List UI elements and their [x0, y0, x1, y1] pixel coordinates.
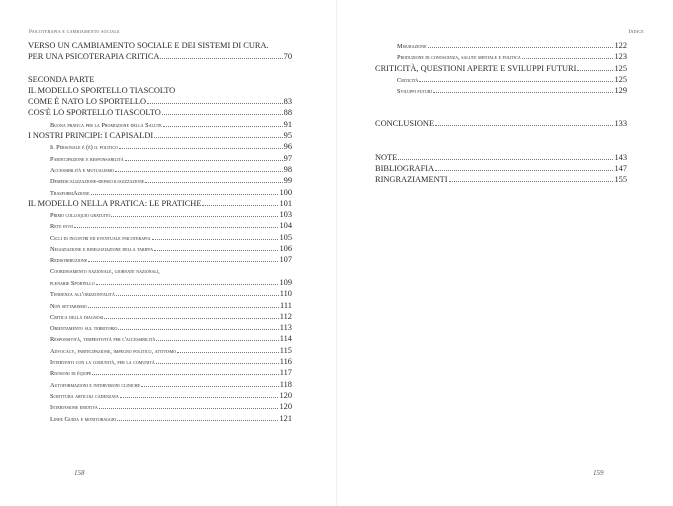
- toc-entry-label: Misurazione: [397, 43, 427, 50]
- toc-entry-label: Critica della diagnosi: [50, 313, 104, 321]
- dot-leader: [433, 92, 614, 93]
- toc-list-r1: [375, 40, 627, 96]
- toc-entry: [28, 300, 292, 311]
- toc-entry-label: Scrittura articoli cadenzata: [50, 392, 119, 400]
- toc-entry: [28, 254, 292, 265]
- dot-leader: [522, 58, 614, 59]
- toc-entry-label: BIBLIOGRAFIA: [375, 164, 435, 174]
- toc-list-r2: [375, 118, 627, 129]
- toc-entry: [375, 51, 627, 62]
- toc-entry: [28, 187, 292, 198]
- toc-entry: [28, 209, 292, 220]
- dot-leader: [119, 148, 283, 149]
- toc-entry-page: 120: [279, 402, 292, 412]
- dot-leader: [116, 295, 279, 296]
- toc-entry: [28, 107, 292, 118]
- toc-entry: [28, 401, 292, 412]
- toc-entry: [28, 96, 292, 107]
- toc-entry-label: Interventi con la comunità, per la comunità: [50, 359, 155, 367]
- toc-entry-page: 96: [283, 142, 292, 152]
- dot-leader: [162, 114, 283, 115]
- toc-entry-label: CRITICITÀ, QUESTIONI APERTE E SVILUPPI FUTURI: [375, 63, 577, 73]
- toc-entry-page: 117: [279, 368, 292, 378]
- table-of-contents-right: [375, 40, 627, 186]
- toc-entry-page: 116: [279, 357, 292, 367]
- dot-leader: [88, 307, 279, 308]
- left-page: [0, 0, 336, 506]
- toc-entry-page: 109: [279, 277, 292, 287]
- toc-entry-page: 123: [614, 52, 627, 62]
- toc-entry-label: Il Personale è (è) il politico: [50, 144, 118, 152]
- dot-leader: [111, 216, 278, 217]
- right-page: [337, 0, 673, 506]
- dot-leader: [88, 261, 278, 262]
- toc-entry: [375, 74, 627, 85]
- dot-leader: [152, 239, 279, 240]
- toc-entry: [28, 141, 292, 152]
- toc-entry: [28, 390, 292, 401]
- toc-entry-page: 100: [279, 187, 292, 197]
- page-number: 158: [74, 469, 85, 477]
- toc-entry-label: COME È NATO LO SPORTELLO: [28, 97, 146, 107]
- toc-entry-page: 107: [279, 255, 292, 265]
- dot-leader: [435, 170, 613, 171]
- toc-entry: [375, 152, 627, 163]
- toc-entry-label: COS'È LO SPORTELLO TIASCOLTO: [28, 108, 161, 118]
- toc-entry: [28, 243, 292, 254]
- toc-entry-page: 105: [279, 232, 292, 242]
- toc-entry: [375, 40, 627, 51]
- toc-entry-label: Criticità: [397, 76, 419, 84]
- toc-entry-page: 120: [279, 390, 292, 400]
- toc-entry-page: 113: [279, 323, 292, 333]
- toc-entry-label: RINGRAZIAMENTI: [375, 175, 448, 185]
- toc-entry-label: Advocacy, partecipazione, impegno politico, attivismo: [50, 347, 177, 355]
- dot-leader: [91, 194, 279, 195]
- toc-entry-page: 122: [614, 41, 627, 50]
- toc-entry: [375, 118, 627, 129]
- toc-entry-page: 110: [279, 289, 292, 299]
- toc-entry-label: Produzione di conoscenza, salute mentale e politica: [397, 54, 521, 62]
- toc-entry-label: Accessibilità e mutualismo: [50, 166, 114, 174]
- dot-leader: [154, 137, 282, 138]
- toc-entry: [28, 345, 292, 356]
- dot-leader: [118, 329, 278, 330]
- toc-entry-page: 111: [280, 300, 292, 310]
- toc-entry-page: 91: [283, 119, 292, 129]
- dot-leader: [141, 386, 279, 387]
- dot-leader: [154, 250, 278, 251]
- toc-entry: [28, 367, 292, 378]
- toc-entry-page: 147: [614, 164, 627, 174]
- toc-entry-label: Non settarismo: [50, 302, 87, 310]
- dot-leader: [120, 397, 279, 398]
- toc-entry-page: 112: [279, 311, 292, 321]
- toc-entry: [375, 85, 627, 96]
- dot-leader: [115, 171, 283, 172]
- toc-entry-label: TrasformAzione: [50, 189, 90, 197]
- intro-title-line: VERSO UN CAMBIAMENTO SOCIALE E DEI SISTEMI DI CURA.: [28, 41, 269, 50]
- dot-leader: [160, 58, 282, 59]
- toc-entry-page: 88: [283, 108, 292, 118]
- dot-leader: [156, 363, 279, 364]
- dot-leader: [177, 352, 279, 353]
- intro-entry: [28, 51, 292, 62]
- toc-entry: [28, 356, 292, 367]
- toc-entry-label: Partecipazione e responsabilità: [50, 155, 124, 163]
- toc-entry: [28, 379, 292, 390]
- toc-entry: [28, 413, 292, 424]
- table-of-contents-left: [28, 40, 292, 424]
- part-label: SECONDA PARTE: [28, 74, 95, 84]
- toc-entry-label: Intervisione emotiva: [50, 404, 98, 412]
- running-head: Psicoterapia e cambiamento sociale: [29, 29, 120, 35]
- toc-entry-label: Orientamento sul territorio: [50, 325, 118, 333]
- toc-entry-label: CONCLUSIONE: [375, 119, 435, 129]
- dot-leader: [428, 47, 614, 48]
- toc-entry: [28, 277, 292, 288]
- toc-entry-page: 114: [279, 334, 292, 344]
- page-number: 159: [593, 469, 604, 477]
- toc-entry-label: Rete invii: [50, 223, 73, 231]
- toc-entry: [28, 232, 292, 243]
- dot-leader: [398, 159, 613, 160]
- toc-entry: [28, 153, 292, 164]
- toc-entry-label: Demedicalizzazione-depsicologizzazione: [50, 178, 145, 186]
- toc-entry-page: 129: [614, 86, 627, 96]
- toc-entry: [28, 198, 292, 209]
- toc-entry-continued: Coordinamento nazionale, giornate nazionali,: [50, 267, 160, 275]
- dot-leader: [577, 70, 613, 71]
- toc-entry-page: 95: [283, 131, 292, 141]
- toc-entry-page: 104: [279, 221, 292, 231]
- dot-leader: [117, 420, 278, 421]
- toc-entry-page: 83: [283, 97, 292, 107]
- toc-entry: [28, 322, 292, 333]
- toc-entry-page: 106: [279, 244, 292, 254]
- toc-entry-page: 103: [279, 210, 292, 220]
- toc-entry-page: 118: [279, 379, 292, 389]
- dot-leader: [419, 81, 613, 82]
- toc-entry-label: Primo colloquio gratuito: [50, 212, 111, 220]
- toc-entry-page: 155: [614, 175, 627, 185]
- dot-leader: [92, 374, 278, 375]
- dot-leader: [145, 182, 282, 183]
- toc-entry-page: 70: [283, 52, 292, 62]
- toc-entry-label: Riunioni di équipe: [50, 370, 92, 378]
- toc-entry: [28, 175, 292, 186]
- toc-entry-label: I NOSTRI PRINCIPI: I CAPISALDI: [28, 131, 154, 141]
- dot-leader: [96, 284, 279, 285]
- toc-entry: [28, 164, 292, 175]
- dot-leader: [449, 181, 614, 182]
- dot-leader: [435, 125, 613, 126]
- dot-leader: [74, 227, 279, 228]
- toc-entry-label: Linee Guida e monitoraggio: [50, 415, 117, 423]
- toc-entry: [28, 288, 292, 299]
- toc-entry-label: plenarie Sportello: [50, 279, 95, 287]
- toc-entry: [28, 119, 292, 130]
- toc-entry: [28, 220, 292, 231]
- toc-entry: [28, 311, 292, 322]
- toc-entry-page: 115: [279, 345, 292, 355]
- dot-leader: [99, 408, 279, 409]
- toc-entry-label: IL MODELLO NELLA PRATICA: LE PRATICHE: [28, 198, 202, 208]
- toc-entry-page: 121: [279, 413, 292, 423]
- toc-entry-label: PER UNA PSICOTERAPIA CRITICA: [28, 52, 160, 62]
- toc-entry: [375, 63, 627, 74]
- dot-leader: [104, 318, 279, 319]
- toc-entry-label: Buona pratica per la Promozione della Salute: [50, 121, 162, 129]
- toc-entry: [375, 174, 627, 185]
- toc-entry-label: Responsività, tempestività per l'accessibilità: [50, 336, 156, 344]
- toc-list-b: [28, 277, 292, 424]
- toc-entry-label: NOTE: [375, 152, 398, 162]
- toc-entry-label: Cicli di incontri ed eventuale psicoterapia: [50, 234, 151, 242]
- toc-entry-page: 143: [614, 152, 627, 162]
- part-title: IL MODELLO SPORTELLO TIASCOLTO: [28, 85, 176, 95]
- toc-entry-label: Tendenza all'orizzontalità: [50, 291, 115, 299]
- toc-entry-label: Autoformazioni e intervisioni cliniche: [50, 381, 140, 389]
- dot-leader: [202, 205, 278, 206]
- toc-entry-page: 125: [614, 63, 627, 73]
- toc-list-r3: [375, 152, 627, 186]
- toc-entry-page: 101: [279, 198, 292, 208]
- toc-entry-label: Negoziazione e rinegoziazione della tariffa: [50, 246, 154, 254]
- running-head: Indice: [628, 29, 644, 35]
- toc-entry-page: 97: [283, 153, 292, 163]
- toc-entry: [28, 130, 292, 141]
- toc-entry-label: Redistribuzione: [50, 257, 88, 265]
- toc-list-a: [28, 96, 292, 265]
- toc-entry-page: 99: [283, 176, 292, 186]
- dot-leader: [125, 160, 283, 161]
- dot-leader: [156, 340, 278, 341]
- dot-leader: [163, 126, 283, 127]
- toc-entry-page: 98: [283, 164, 292, 174]
- toc-entry: [375, 163, 627, 174]
- toc-entry-page: 133: [614, 119, 627, 129]
- toc-entry: [28, 333, 292, 344]
- dot-leader: [147, 103, 283, 104]
- toc-entry-label: Sviluppi futuri: [397, 88, 432, 96]
- toc-entry-page: 125: [614, 74, 627, 84]
